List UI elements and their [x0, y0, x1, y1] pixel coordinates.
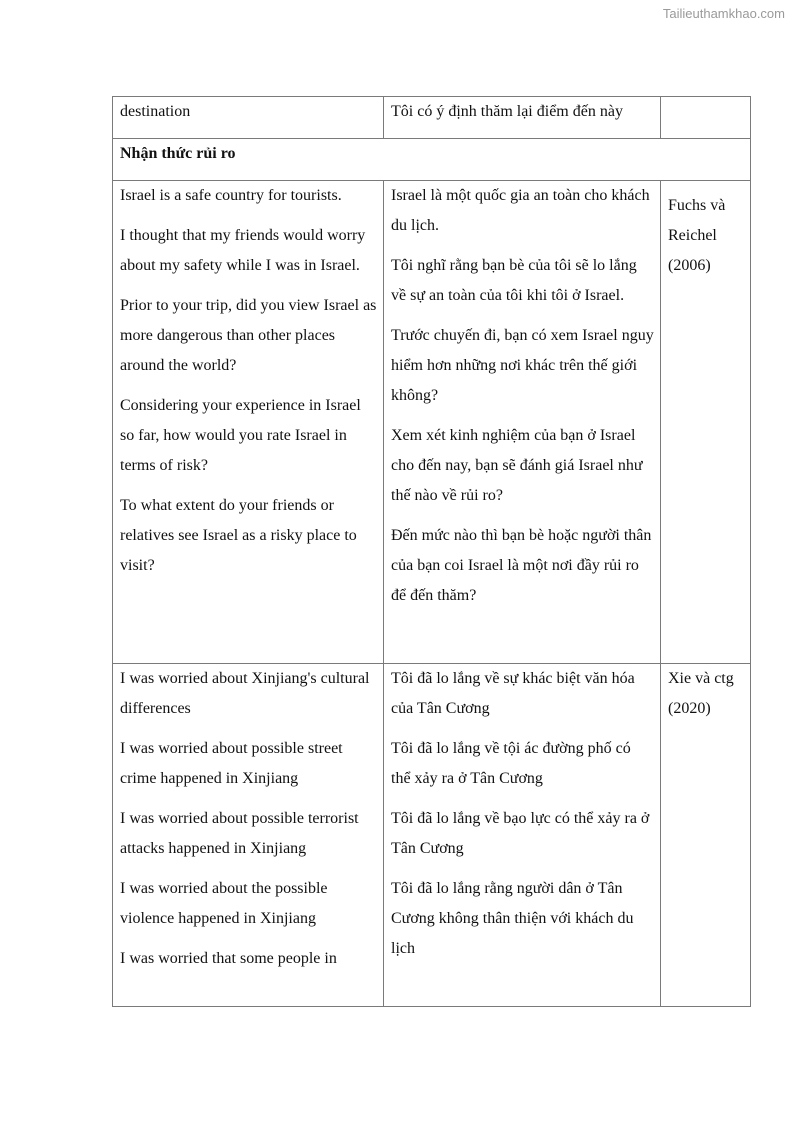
measurement-table [112, 96, 751, 1007]
cell-source: Fuchs và Reichel (2006) [661, 181, 751, 664]
scale-item-vi: Tôi đã lo lắng về sự khác biệt văn hóa của Tân Cương [391, 670, 635, 717]
cell-english [113, 664, 384, 1007]
scale-item-en: To what extent do your friends or relatives see Israel as a risky place to visit? [120, 497, 357, 574]
cell-english [113, 181, 384, 664]
cell-english: destination [113, 97, 384, 139]
scale-item-en: Prior to your trip, did you view Israel as more dangerous than other places around the world? [120, 297, 377, 374]
scale-item-vi: Tôi đã lo lắng rằng người dân ở Tân Cương không thân thiện với khách du lịch [391, 880, 634, 957]
table-row [113, 664, 751, 1007]
scale-item-vi: Xem xét kinh nghiệm của bạn ở Israel cho đến nay, bạn sẽ đánh giá Israel như thế nào về rủi ro? [391, 427, 643, 504]
scale-item-en: Israel is a safe country for tourists. [120, 187, 342, 204]
scale-item-en: I was worried about possible street crime happened in Xinjiang [120, 740, 343, 787]
scale-item-en: I was worried that some people in [120, 950, 337, 967]
scale-item-vi: Tôi đã lo lắng về bạo lực có thể xảy ra ở Tân Cương [391, 810, 650, 857]
scale-item-en: I was worried about possible terrorist attacks happened in Xinjiang [120, 810, 359, 857]
scale-item-en: I was worried about Xinjiang's cultural differences [120, 670, 370, 717]
cell-source [661, 97, 751, 139]
cell-vietnamese [384, 664, 661, 1007]
scale-item-vi: Trước chuyến đi, bạn có xem Israel nguy hiểm hơn những nơi khác trên thế giới không? [391, 327, 654, 404]
scale-item-vi: Tôi đã lo lắng về tội ác đường phố có thể xảy ra ở Tân Cương [391, 740, 631, 787]
cell-vietnamese [384, 181, 661, 664]
scale-item-en: I was worried about the possible violence happened in Xinjiang [120, 880, 328, 927]
section-row [113, 139, 751, 181]
cell-vietnamese: Tôi có ý định thăm lại điểm đến này [384, 97, 661, 139]
cell-source: Xie và ctg (2020) [661, 664, 751, 1007]
table-row [113, 181, 751, 664]
scale-item-vi: Tôi nghĩ rằng bạn bè của tôi sẽ lo lắng về sự an toàn của tôi khi tôi ở Israel. [391, 257, 637, 304]
table-row [113, 97, 751, 139]
watermark-text: Tailieuthamkhao.com [662, 6, 785, 21]
scale-item-vi: Đến mức nào thì bạn bè hoặc người thân của bạn coi Israel là một nơi đầy rủi ro để đến thăm? [391, 527, 652, 604]
scale-item-vi: Israel là một quốc gia an toàn cho khách du lịch. [391, 187, 650, 234]
section-title: Nhận thức rủi ro [113, 139, 751, 181]
scale-item-en: I thought that my friends would worry about my safety while I was in Israel. [120, 227, 366, 274]
scale-item-en: Considering your experience in Israel so far, how would you rate Israel in terms of risk? [120, 397, 361, 474]
